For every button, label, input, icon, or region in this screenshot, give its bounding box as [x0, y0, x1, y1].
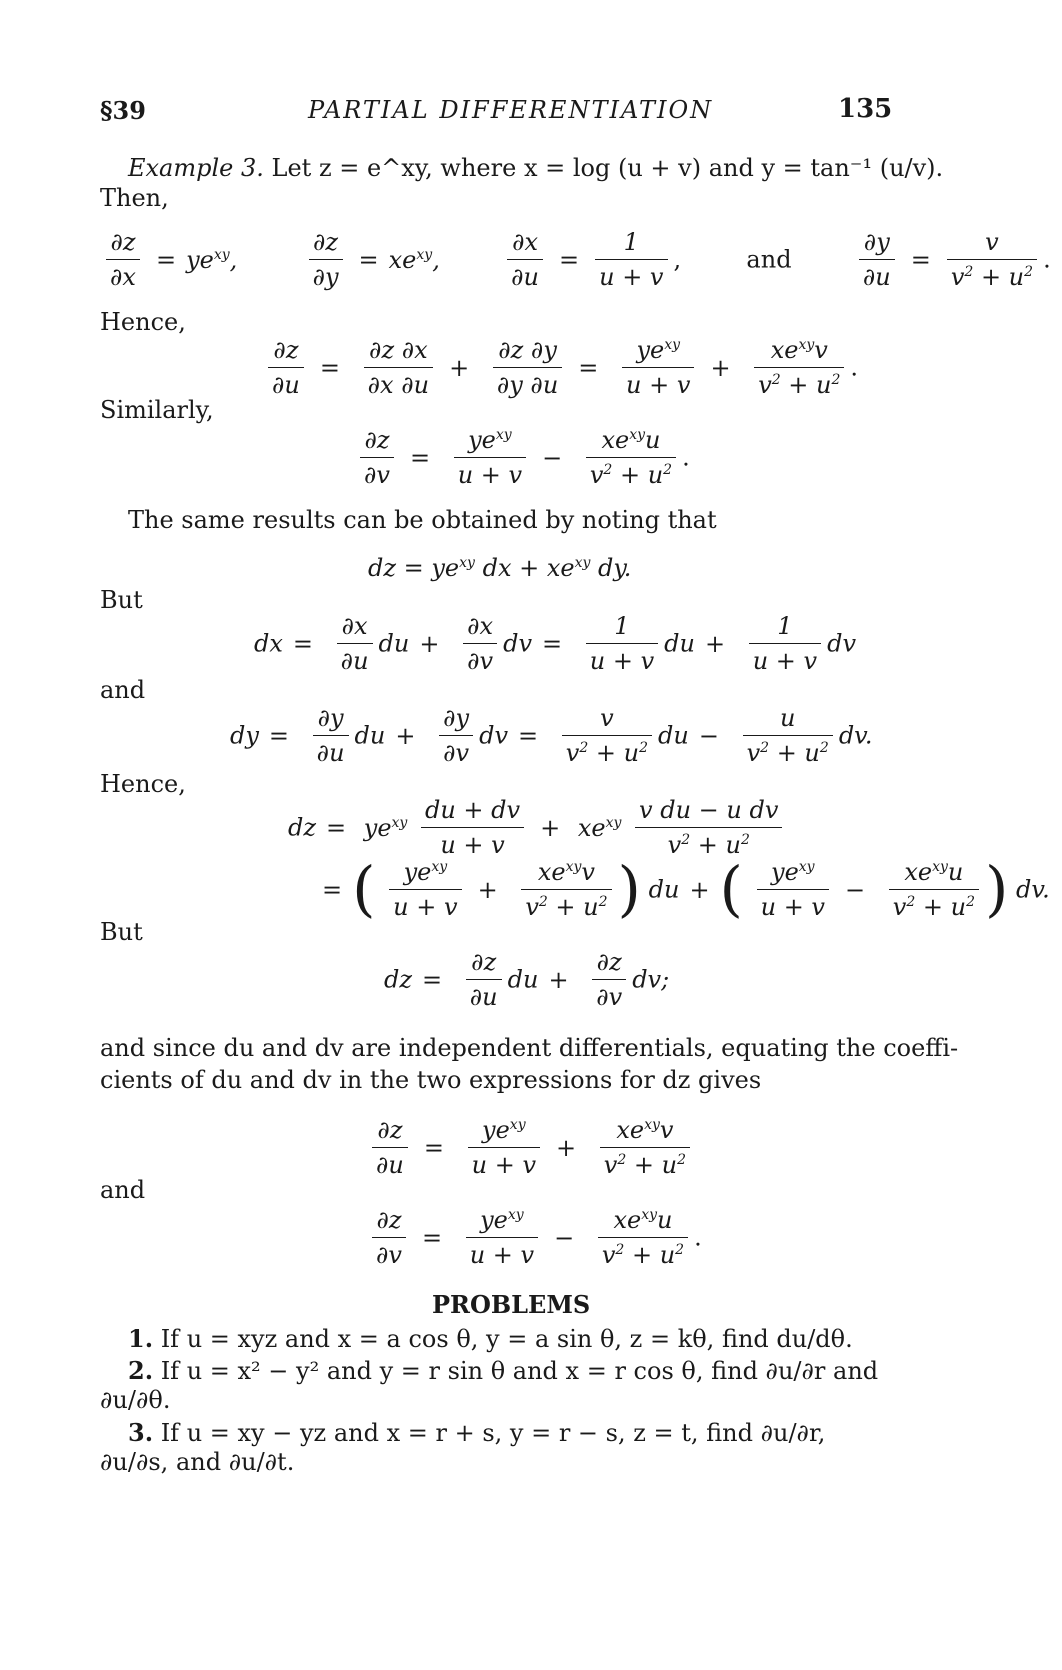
example-label: Example 3.: [128, 154, 264, 182]
equation-dx: dx = $\frac{\partial x}{\partial u}$ du + $\frac{\partial x}{\partial v}$ dv = $\frac{1}{u + v}$ du + $\frac{1}{u + v}$ dv: [254, 612, 857, 675]
hence-1: Hence,: [100, 308, 186, 336]
but-2: But: [100, 918, 143, 946]
hence-2: Hence,: [100, 770, 186, 798]
equation-dy: dy = $\frac{\partial y}{\partial u}$ du + $\frac{\partial y}{\partial v}$ dv = $\frac{v}{v^2 + u^2}$ du − $\frac{u}{v^2 + u^2}$ dv.: [230, 704, 873, 767]
problems-heading: PROBLEMS: [432, 1290, 591, 1319]
page-number: 135: [838, 94, 893, 124]
equation-dz-total: dz = $ye^{xy}$ dx + $xe^{xy}$ dy.: [368, 554, 632, 582]
equation-dz-dv: $\frac{\partial z}{\partial v}$ = $ye^{xy}$ u + v − $xe^{xy}u$ $v^2 + u^2$ .: [354, 426, 690, 489]
but-1: But: [100, 586, 143, 614]
since-line-1: and since du and dv are independent differentials, equating the coeffi-: [100, 1034, 959, 1062]
problem-3: 3. If u = xy − yz and x = r + s, y = r − s, z = t, find ∂u/∂r,: [128, 1418, 826, 1447]
example-statement: Let z = e^xy, where x = log (u + v) and y = tan⁻¹ (u/v).: [271, 154, 944, 182]
running-title: PARTIAL DIFFERENTIATION: [308, 96, 714, 124]
then-text: Then,: [100, 184, 169, 212]
since-line-2: cients of du and dv in the two expressions for dz gives: [100, 1066, 762, 1094]
and-2: and: [100, 1176, 146, 1204]
problem-1: 1. If u = xyz and x = a cos θ, y = a sin θ, z = kθ, find du/dθ.: [128, 1324, 853, 1353]
section-number: §39: [100, 96, 146, 125]
problem-2: 2. If u = x² − y² and y = r sin θ and x = r cos θ, find ∂u/∂r and: [128, 1356, 879, 1385]
equation-dz-expanded-1: dz = $ye^{xy}$ $\frac{du + dv}{u + v}$ + $xe^{xy}$ $\frac{\text{v du − u dv}}{v^2 + u^2}$: [288, 796, 788, 859]
and-inline: and: [746, 245, 792, 274]
equation-final-dz-dv: $\frac{\partial z}{\partial v}$ = $ye^{xy}$ u + v − $xe^{xy}u$ $v^2 + u^2$ .: [366, 1206, 702, 1269]
equation-final-dz-du: $\frac{\partial z}{\partial u}$ = $ye^{xy}$ u + v + $xe^{xy}v$ $v^2 + u^2$: [366, 1116, 696, 1179]
equation-partials-row: $\frac{\partial z}{\partial x}$ = $ye^{xy}$, $\frac{\partial z}{\partial y}$ = $xe^{xy}$, $\frac{\partial x}{\partial u}$ = $\frac{1}{u + v}$ , and $\frac{\partial y}{\partial u}$ = $\frac{v}{v^2 + u^2}$ .: [100, 228, 1051, 291]
example-line: [128, 154, 943, 182]
and-1: and: [100, 676, 146, 704]
equation-dz-du: $\frac{\partial z}{\partial u}$ = $\frac{\partial z \partial x}{\partial x \partial u}$ + $\frac{\partial z \partial y}{\partial y \partial u}$ = $ye^{xy}$ u + v + $xe^{xy}v$ $v^2 + u^2$ .: [262, 336, 858, 399]
same-results-text: The same results can be obtained by noting that: [128, 506, 717, 534]
equation-dz-expanded-2: = ( $ye^{xy}$ u + v + $xe^{xy}v$ $v^2 + u^2$ ) du + ( $ye^{xy}$ u + v − $xe^{xy}u$ $v^2 + u^2$ ) dv.: [322, 854, 1050, 925]
problem-3-cont: ∂u/∂s, and ∂u/∂t.: [100, 1448, 295, 1476]
problem-2-cont: ∂u/∂θ.: [100, 1386, 171, 1414]
similarly-text: Similarly,: [100, 396, 214, 424]
equation-dz-differential: dz = $\frac{\partial z}{\partial u}$ du + $\frac{\partial z}{\partial v}$ dv;: [384, 948, 670, 1011]
